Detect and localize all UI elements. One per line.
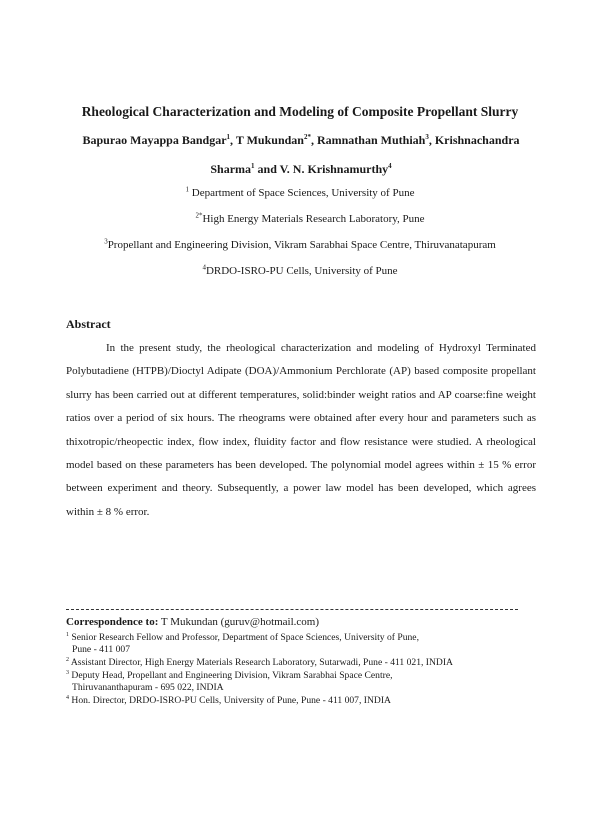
footnote-4 [66,695,536,707]
author-affil-marker: 2* [303,133,311,141]
author-separator: , [230,133,236,147]
author-separator: , [310,133,317,147]
author-separator: , Krishnachandra [428,133,520,147]
author-affil-marker: 1 [226,133,231,141]
author-affil-marker: 3 [425,133,429,141]
author-line-1 [66,133,536,148]
affiliation-text: Department of Space Sciences, University of Pune [189,187,415,199]
author-name: Ramnathan Muthiah [316,133,426,147]
footnote-2 [66,657,536,669]
author-name: V. N. Krishnamurthy [279,162,389,176]
footnote-marker: 4 [66,694,69,701]
footnote-text: Thiruvananthapuram - 695 022, INDIA [72,682,224,694]
author-name: T Mukundan [235,133,304,147]
author-affil-marker: 1 [251,162,255,170]
affiliation-marker: 3 [104,237,108,246]
footnote-text: Pune - 411 007 [72,644,131,656]
footnote-text: Senior Research Fellow and Professor, Department of Space Sciences, University of Pune, [69,632,419,643]
footnote-3 [66,670,536,695]
correspondence-contact: T Mukundan (guruv@hotmail.com) [158,616,320,628]
affiliation-marker: 1 [185,185,190,194]
author-separator: and [254,162,280,176]
affiliation-1 [0,187,600,199]
author-line-2 [66,162,536,177]
paper-title: Rheological Characterization and Modeling of Composite Propellant Slurry [81,104,519,119]
affiliation-marker: 4 [202,263,206,272]
footnote-marker: 2 [66,656,69,663]
correspondence [66,616,319,628]
author-affil-marker: 4 [388,162,392,170]
footnote-divider [66,609,518,610]
footnote-text: Assistant Director, High Energy Materials Research Laboratory, Sutarwadi, Pune - 411 021, INDIA [69,657,453,668]
affiliation-3 [0,239,600,251]
footnote-1 [66,632,536,657]
author-name: Bapurao Mayappa Bandgar [82,133,227,147]
affiliation-text: High Energy Materials Research Laboratory, Pune [202,213,425,225]
affiliation-text: Propellant and Engineering Division, Vikram Sarabhai Space Centre, Thiruvanatapuram [107,239,496,251]
footnote-text: Deputy Head, Propellant and Engineering Division, Vikram Sarabhai Space Centre, [69,670,393,681]
affiliation-marker: 2* [195,211,203,220]
affiliation-text: DRDO-ISRO-PU Cells, University of Pune [205,265,398,277]
footnote-marker: 3 [66,669,69,676]
abstract-text: In the present study, the rheological characterization and modeling of Hydroxyl Terminated Polybutadiene (HTPB)/Dioctyl Adipate (DOA)/Ammonium Perchlorate (AP) based composite propellant slurry has been carried out at different temperatures, solid:binder weight ratios and AP coarse:fine weight ratios over a period of six hours. The rheograms were obtained after every hour and parameters such as thixotropic/rheopectic index, flow index, fluidity factor and flow resistance were studied. A rheological model based on these parameters has been developed. The polynomial model agrees within ± 15 % error between experiment and theory. Subsequently, a power law model has been developed, which agrees within ± 8 % error. [66,342,536,518]
affiliation-4 [0,265,600,277]
footnote-text: Hon. Director, DRDO-ISRO-PU Cells, University of Pune, Pune - 411 007, INDIA [69,695,391,706]
footnote-marker: 1 [66,631,69,638]
author-name: Sharma [210,162,252,176]
correspondence-label: Correspondence to: [66,616,159,628]
abstract-heading: Abstract [66,317,111,331]
abstract-body [66,337,536,524]
affiliation-2 [10,213,600,225]
